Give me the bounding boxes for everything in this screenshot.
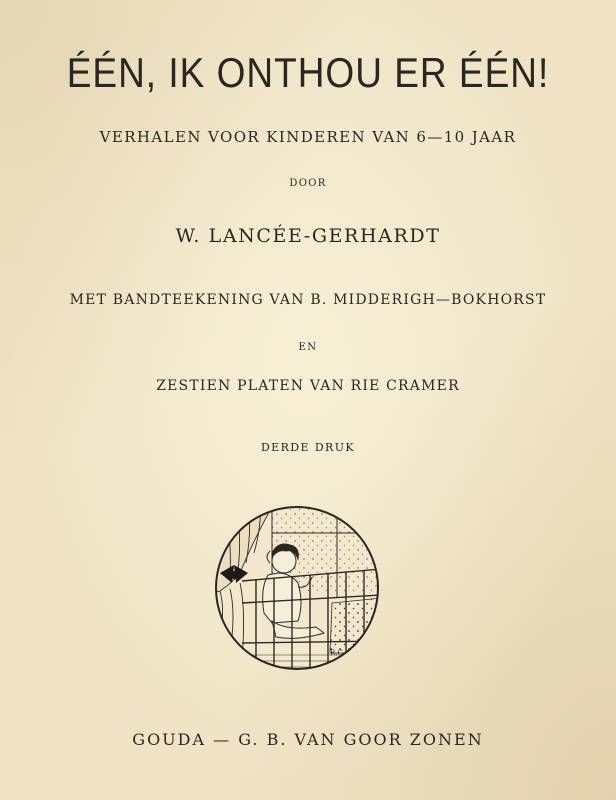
circular-vignette-illustration — [212, 503, 382, 673]
conjunction-en: EN — [298, 342, 318, 353]
author-name: W. LANCÉE-GERHARDT — [175, 225, 441, 247]
by-label: DOOR — [289, 178, 327, 189]
cover-credit: MET BANDTEEKENING VAN B. MIDDERIGH—BOKHORST — [69, 292, 547, 308]
plates-credit: ZESTIEN PLATEN VAN RIE CRAMER — [156, 378, 460, 394]
book-title: ÉÉN, IK ONTHOU ER ÉÉN! — [66, 50, 550, 96]
vignette-scene — [212, 503, 382, 673]
edition-label: DERDE DRUK — [260, 441, 356, 454]
publisher-imprint: GOUDA — G. B. VAN GOOR ZONEN — [132, 730, 484, 749]
book-subtitle: VERHALEN VOOR KINDEREN VAN 6—10 JAAR — [99, 128, 517, 146]
illustrator-monogram: R.C. — [330, 649, 345, 657]
